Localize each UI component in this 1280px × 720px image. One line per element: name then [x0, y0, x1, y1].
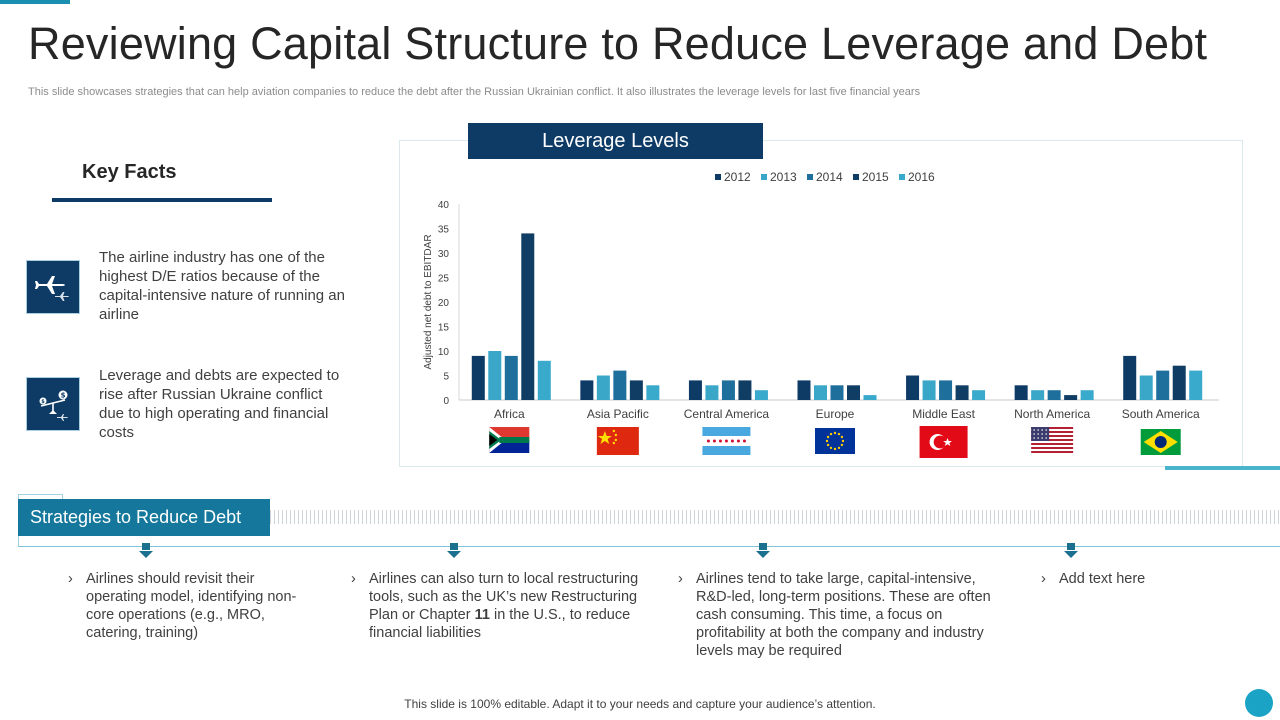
bar-2012 [798, 380, 811, 400]
flag-south-africa-icon [489, 427, 529, 453]
bar-2014 [505, 356, 518, 400]
flag-china-icon [597, 427, 639, 455]
bar-2014 [722, 380, 735, 400]
timeline-marker-4 [1064, 543, 1078, 559]
chevron-right-icon: › [351, 571, 356, 587]
chevron-right-icon: › [1041, 571, 1046, 587]
y-tick-label: 10 [437, 347, 449, 358]
chevron-right-icon: › [68, 571, 73, 587]
y-tick-label: 40 [437, 200, 449, 211]
leverage-levels-chart [399, 140, 1243, 467]
key-fact-2-text: Leverage and debts are expected to rise after Russian Ukraine conflict due to high operating and financial costs [99, 367, 340, 441]
bar-2015 [847, 385, 860, 400]
y-tick-label: 15 [437, 322, 449, 334]
bar-2013 [814, 385, 827, 400]
key-facts-underline [52, 198, 272, 202]
legend-swatch [899, 174, 905, 180]
x-tick-label: South America [1121, 407, 1200, 421]
bar-2012 [472, 356, 485, 400]
legend-swatch [853, 174, 859, 180]
y-tick-label: 5 [443, 371, 449, 383]
bar-2015 [630, 380, 643, 400]
page-title: Reviewing Capital Structure to Reduce Leverage and Debt [28, 18, 1208, 69]
timeline-marker-2 [447, 543, 461, 559]
legend-swatch [807, 174, 813, 180]
x-tick-label: Europe [815, 407, 855, 421]
legend-label: 2016 [908, 170, 935, 184]
flag-turkey-icon [920, 426, 968, 458]
bar-2014 [1048, 390, 1061, 400]
bar-2013 [1031, 390, 1044, 400]
top-accent-bar [0, 0, 70, 4]
chart-title: Leverage Levels [468, 123, 763, 159]
bar-2014 [939, 380, 952, 400]
legend-label: 2012 [724, 170, 751, 184]
bar-2014 [613, 371, 626, 400]
legend-label: 2014 [816, 170, 843, 184]
bar-2015 [1173, 366, 1186, 400]
svg-text:$: $ [41, 399, 45, 405]
svg-text:$: $ [60, 391, 66, 400]
x-tick-label: Africa [493, 407, 525, 421]
legend-swatch [761, 174, 767, 180]
chevron-right-icon: › [678, 571, 683, 587]
bar-2014 [831, 385, 844, 400]
airplane-icon [26, 260, 80, 314]
y-tick-label: 0 [443, 396, 449, 407]
bar-2015 [738, 380, 751, 400]
bar-2016 [864, 395, 877, 400]
bar-2012 [1123, 356, 1136, 400]
bar-2013 [488, 351, 501, 400]
x-tick-label: North America [1014, 407, 1091, 421]
flag-brazil-icon [1141, 429, 1181, 455]
money-scale-icon [26, 377, 80, 431]
page-subtitle: This slide showcases strategies that can help aviation companies to reduce the debt after the Russian Ukrainian conflict. It also illustrates the leverage levels for last five financial years [28, 86, 921, 98]
bar-2012 [1015, 385, 1028, 400]
bar-2012 [689, 380, 702, 400]
legend-label: 2013 [770, 170, 797, 184]
bar-2015 [1064, 395, 1077, 400]
strategy-item-3-text: Airlines tend to take large, capital-intensive, R&D-led, long-term positions. These are often cash consuming. This time, a focus on profitability at both the company and industry levels may be required [696, 571, 991, 659]
bar-2016 [1081, 390, 1094, 400]
y-tick-label: 30 [437, 249, 449, 260]
strategies-heading: Strategies to Reduce Debt [18, 499, 270, 536]
bar-2016 [646, 385, 659, 400]
bar-2016 [972, 390, 985, 400]
key-fact-1-text: The airline industry has one of the highest D/E ratios because of the capital-intensive nature of running an airline [99, 249, 345, 323]
flag-central-america-icon [702, 427, 750, 455]
legend-label: 2015 [862, 170, 889, 184]
y-axis-label: Adjusted net debt to EBITDAR [423, 234, 434, 370]
bar-2014 [1156, 371, 1169, 400]
key-facts-heading: Key Facts [82, 161, 177, 183]
bar-2013 [923, 380, 936, 400]
corner-circle-decoration [1245, 689, 1273, 717]
footer-note: This slide is 100% editable. Adapt it to your needs and capture your audience’s attention. [404, 697, 876, 711]
bar-2013 [597, 376, 610, 401]
bar-2013 [705, 385, 718, 400]
bar-2015 [956, 385, 969, 400]
strategy-item-4-text: Add text here [1059, 571, 1146, 587]
bar-2013 [1140, 376, 1153, 401]
flag-usa-icon [1031, 427, 1073, 453]
y-tick-label: 20 [437, 298, 449, 309]
legend-swatch [715, 174, 721, 180]
x-tick-label: Asia Pacific [586, 407, 649, 421]
strategies-timeline [18, 546, 1280, 547]
dashed-divider [270, 510, 1280, 524]
x-tick-label: Middle East [912, 407, 975, 421]
strategy-item-2-text: Airlines can also turn to local restructuring tools, such as the UK’s new Restructuring Plan or Chapter 11 in the U.S., to reduce financial liabilities [369, 571, 639, 641]
accent-bar-right [1165, 466, 1280, 470]
bar-2015 [521, 233, 534, 400]
flag-eu-icon [815, 428, 855, 454]
bar-2016 [1189, 371, 1202, 400]
bar-2016 [538, 361, 551, 400]
bar-2012 [906, 376, 919, 401]
timeline-marker-1 [139, 543, 153, 559]
bar-2012 [580, 380, 593, 400]
y-tick-label: 25 [437, 273, 449, 285]
strategy-item-1-text: Airlines should revisit their operating model, identifying non-core operations (e.g., MRO, catering, training) [86, 571, 297, 641]
bar-2016 [755, 390, 768, 400]
timeline-marker-3 [756, 543, 770, 559]
x-tick-label: Central America [683, 407, 770, 421]
y-tick-label: 35 [437, 224, 449, 236]
